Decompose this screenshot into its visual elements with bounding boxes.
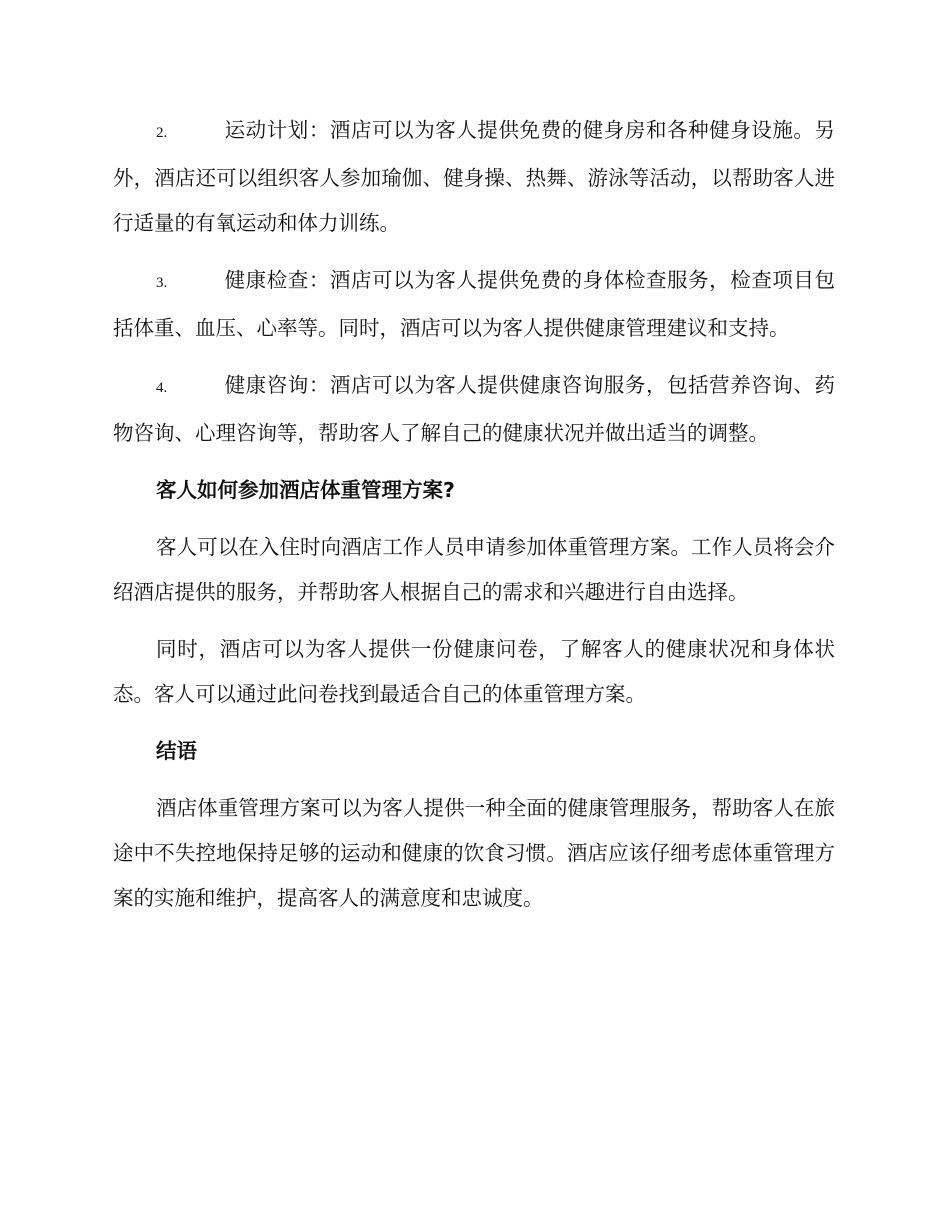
list-number: 4.	[156, 380, 168, 396]
list-item-exercise-plan	[113, 108, 835, 246]
paragraph-conclusion: 酒店体重管理方案可以为客人提供一种全面的健康管理服务，帮助客人在旅途中不失控地保持足够的运动和健康的饮食习惯。酒店应该仔细考虑体重管理方案的实施和维护，提高客人的满意度和忠诚度。	[113, 796, 835, 910]
paragraph-questionnaire: 同时，酒店可以为客人提供一份健康问卷，了解客人的健康状况和身体状态。客人可以通过此问卷找到最适合自己的体重管理方案。	[113, 637, 835, 706]
document-body	[113, 108, 835, 933]
list-number: 3.	[156, 275, 168, 291]
section-heading-conclusion: 结语	[156, 739, 197, 763]
paragraph-apply: 客人可以在入住时向酒店工作人员申请参加体重管理方案。工作人员将会介绍酒店提供的服务，并帮助客人根据自己的需求和兴趣进行自由选择。	[113, 535, 835, 604]
list-number: 2.	[156, 125, 168, 141]
section-heading-how-to-join: 客人如何参加酒店体重管理方案?	[156, 478, 455, 502]
list-item-text: 健康检查：酒店可以为客人提供免费的身体检查服务，检查项目包括体重、血压、心率等。同时，酒店可以为客人提供健康管理建议和支持。	[113, 268, 835, 340]
list-item-health-consulting	[113, 363, 835, 456]
list-item-text: 健康咨询：酒店可以为客人提供健康咨询服务，包括营养咨询、药物咨询、心理咨询等，帮助客人了解自己的健康状况并做出适当的调整。	[113, 373, 835, 445]
list-item-text: 运动计划：酒店可以为客人提供免费的健身房和各种健身设施。另外，酒店还可以组织客人参加瑜伽、健身操、热舞、游泳等活动，以帮助客人进行适量的有氧运动和体力训练。	[113, 118, 835, 235]
list-item-health-check	[113, 258, 835, 351]
